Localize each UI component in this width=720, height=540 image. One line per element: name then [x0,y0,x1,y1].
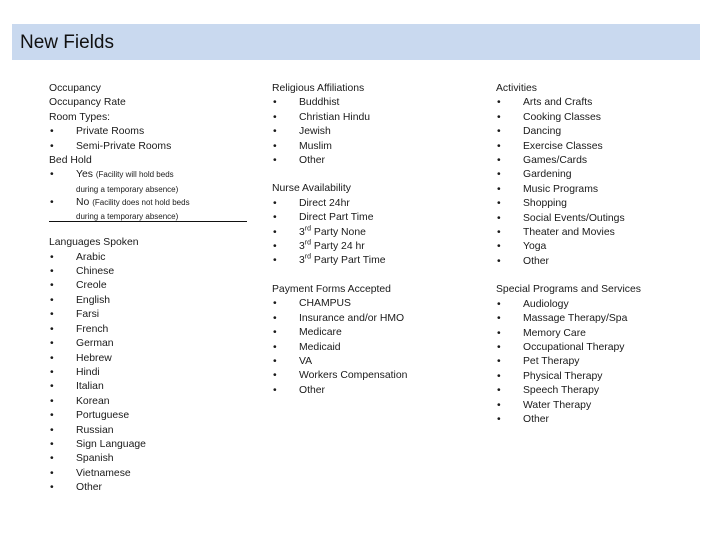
list-item-text: 3 [299,226,305,238]
title-bar [12,24,700,60]
list-item: • Portuguese [49,409,249,423]
languages-label: Languages Spoken [49,237,139,249]
list-item: • Audiology [496,298,706,312]
list-item: • Farsi [49,308,249,322]
list-item [272,240,472,254]
ordinal-suffix: rd [304,225,312,233]
list-item: • Hebrew [49,352,249,366]
list-item: • Chinese [49,265,249,279]
list-item: • English [49,294,249,308]
column-activities-special [496,82,706,427]
list-item: • Exercise Classes [496,140,706,154]
column-religion-nurse-payment [272,82,472,398]
list-item: • Semi-Private Rooms [49,140,249,154]
bed-hold-yes-item [49,168,249,182]
ordinal-suffix: rd [304,239,312,247]
religious-label: Religious Affiliations [272,83,365,94]
list-item-text: Direct Part Time [299,212,374,224]
list-item: • Korean [49,395,249,409]
bed-hold-no-label: No [76,196,90,208]
list-item [272,211,472,225]
list-item: • Theater and Movies [496,226,706,240]
spacer [272,269,472,283]
spacer [496,269,706,283]
list-item: • Christian Hindu [272,111,472,125]
list-item: • Italian [49,380,249,394]
list-item: • Other [496,255,706,269]
spacer [272,168,472,182]
list-item: • Water Therapy [496,399,706,413]
nurse-label: Nurse Availability [272,183,351,195]
list-item: • Arabic [49,251,249,265]
ordinal-suffix: rd [304,254,312,261]
list-item-text: Party 24 hr [311,241,365,253]
list-item: • Spanish [49,452,249,466]
list-item: • Jewish [272,125,472,139]
list-item: • Creole [49,279,249,293]
list-item: • Workers Compensation [272,369,472,383]
list-item: • Games/Cards [496,154,706,168]
list-item: • Massage Therapy/Spa [496,312,706,326]
list-item: • Sign Language [49,438,249,452]
column-occupancy-languages [49,82,249,496]
list-item-text: 3 [299,241,305,253]
special-programs-label: Special Programs and Services [496,284,641,296]
list-item: • Shopping [496,197,706,211]
list-item-text: Party None [311,226,366,238]
list-item [272,254,472,268]
list-item: • Buddhist [272,96,472,110]
room-types-label: Room Types: [49,111,111,123]
list-item: • Music Programs [496,183,706,197]
list-item: • Speech Therapy [496,384,706,398]
list-item: • Other [496,413,706,427]
bed-hold-yes-note: (Facility will hold beds [95,170,174,180]
list-item [272,197,472,211]
list-item: • Pet Therapy [496,355,706,369]
list-item: • Physical Therapy [496,370,706,384]
list-item: • Yoga [496,240,706,254]
bed-hold-no-item [49,196,249,210]
list-item: • Gardening [496,168,706,182]
list-item: • Other [272,384,472,398]
list-item: • Hindi [49,366,249,380]
list-item: • German [49,337,249,351]
list-item: • Arts and Crafts [496,96,706,110]
bed-hold-yes-label: Yes [76,169,93,181]
list-item: • Private Rooms [49,125,249,139]
list-item: • Social Events/Outings [496,212,706,226]
list-item: • CHAMPUS [272,297,472,311]
bed-hold-no-note: (Facility does not hold beds [92,197,190,207]
list-item-text: Direct 24hr [299,197,350,209]
list-item: • Medicare [272,326,472,340]
list-item: • Medicaid [272,341,472,355]
list-item: • Cooking Classes [496,111,706,125]
list-item: • Russian [49,424,249,438]
bed-hold-yes-note-cont: during a temporary absence) [76,184,179,194]
list-item: • French [49,323,249,337]
list-item: • Vietnamese [49,467,249,481]
list-item: • Occupational Therapy [496,341,706,355]
list-item-text: 3 [299,255,305,267]
list-item: • Other [49,481,249,495]
list-item: • Other [272,154,472,168]
list-item: • Insurance and/or HMO [272,312,472,326]
activities-label: Activities [496,83,537,94]
list-item [272,226,472,240]
list-item: • Dancing [496,125,706,139]
bed-hold-label: Bed Hold [49,155,92,167]
list-item: • Memory Care [496,327,706,341]
bed-hold-no-note-cont: during a temporary absence) [76,212,179,222]
page-title: New Fields [20,32,114,53]
occupancy-label: Occupancy [49,83,101,94]
occupancy-rate-label: Occupancy Rate [49,97,126,109]
list-item: • Muslim [272,140,472,154]
list-item-text: Party Part Time [311,255,386,267]
payment-label: Payment Forms Accepted [272,283,391,295]
list-item: • VA [272,355,472,369]
